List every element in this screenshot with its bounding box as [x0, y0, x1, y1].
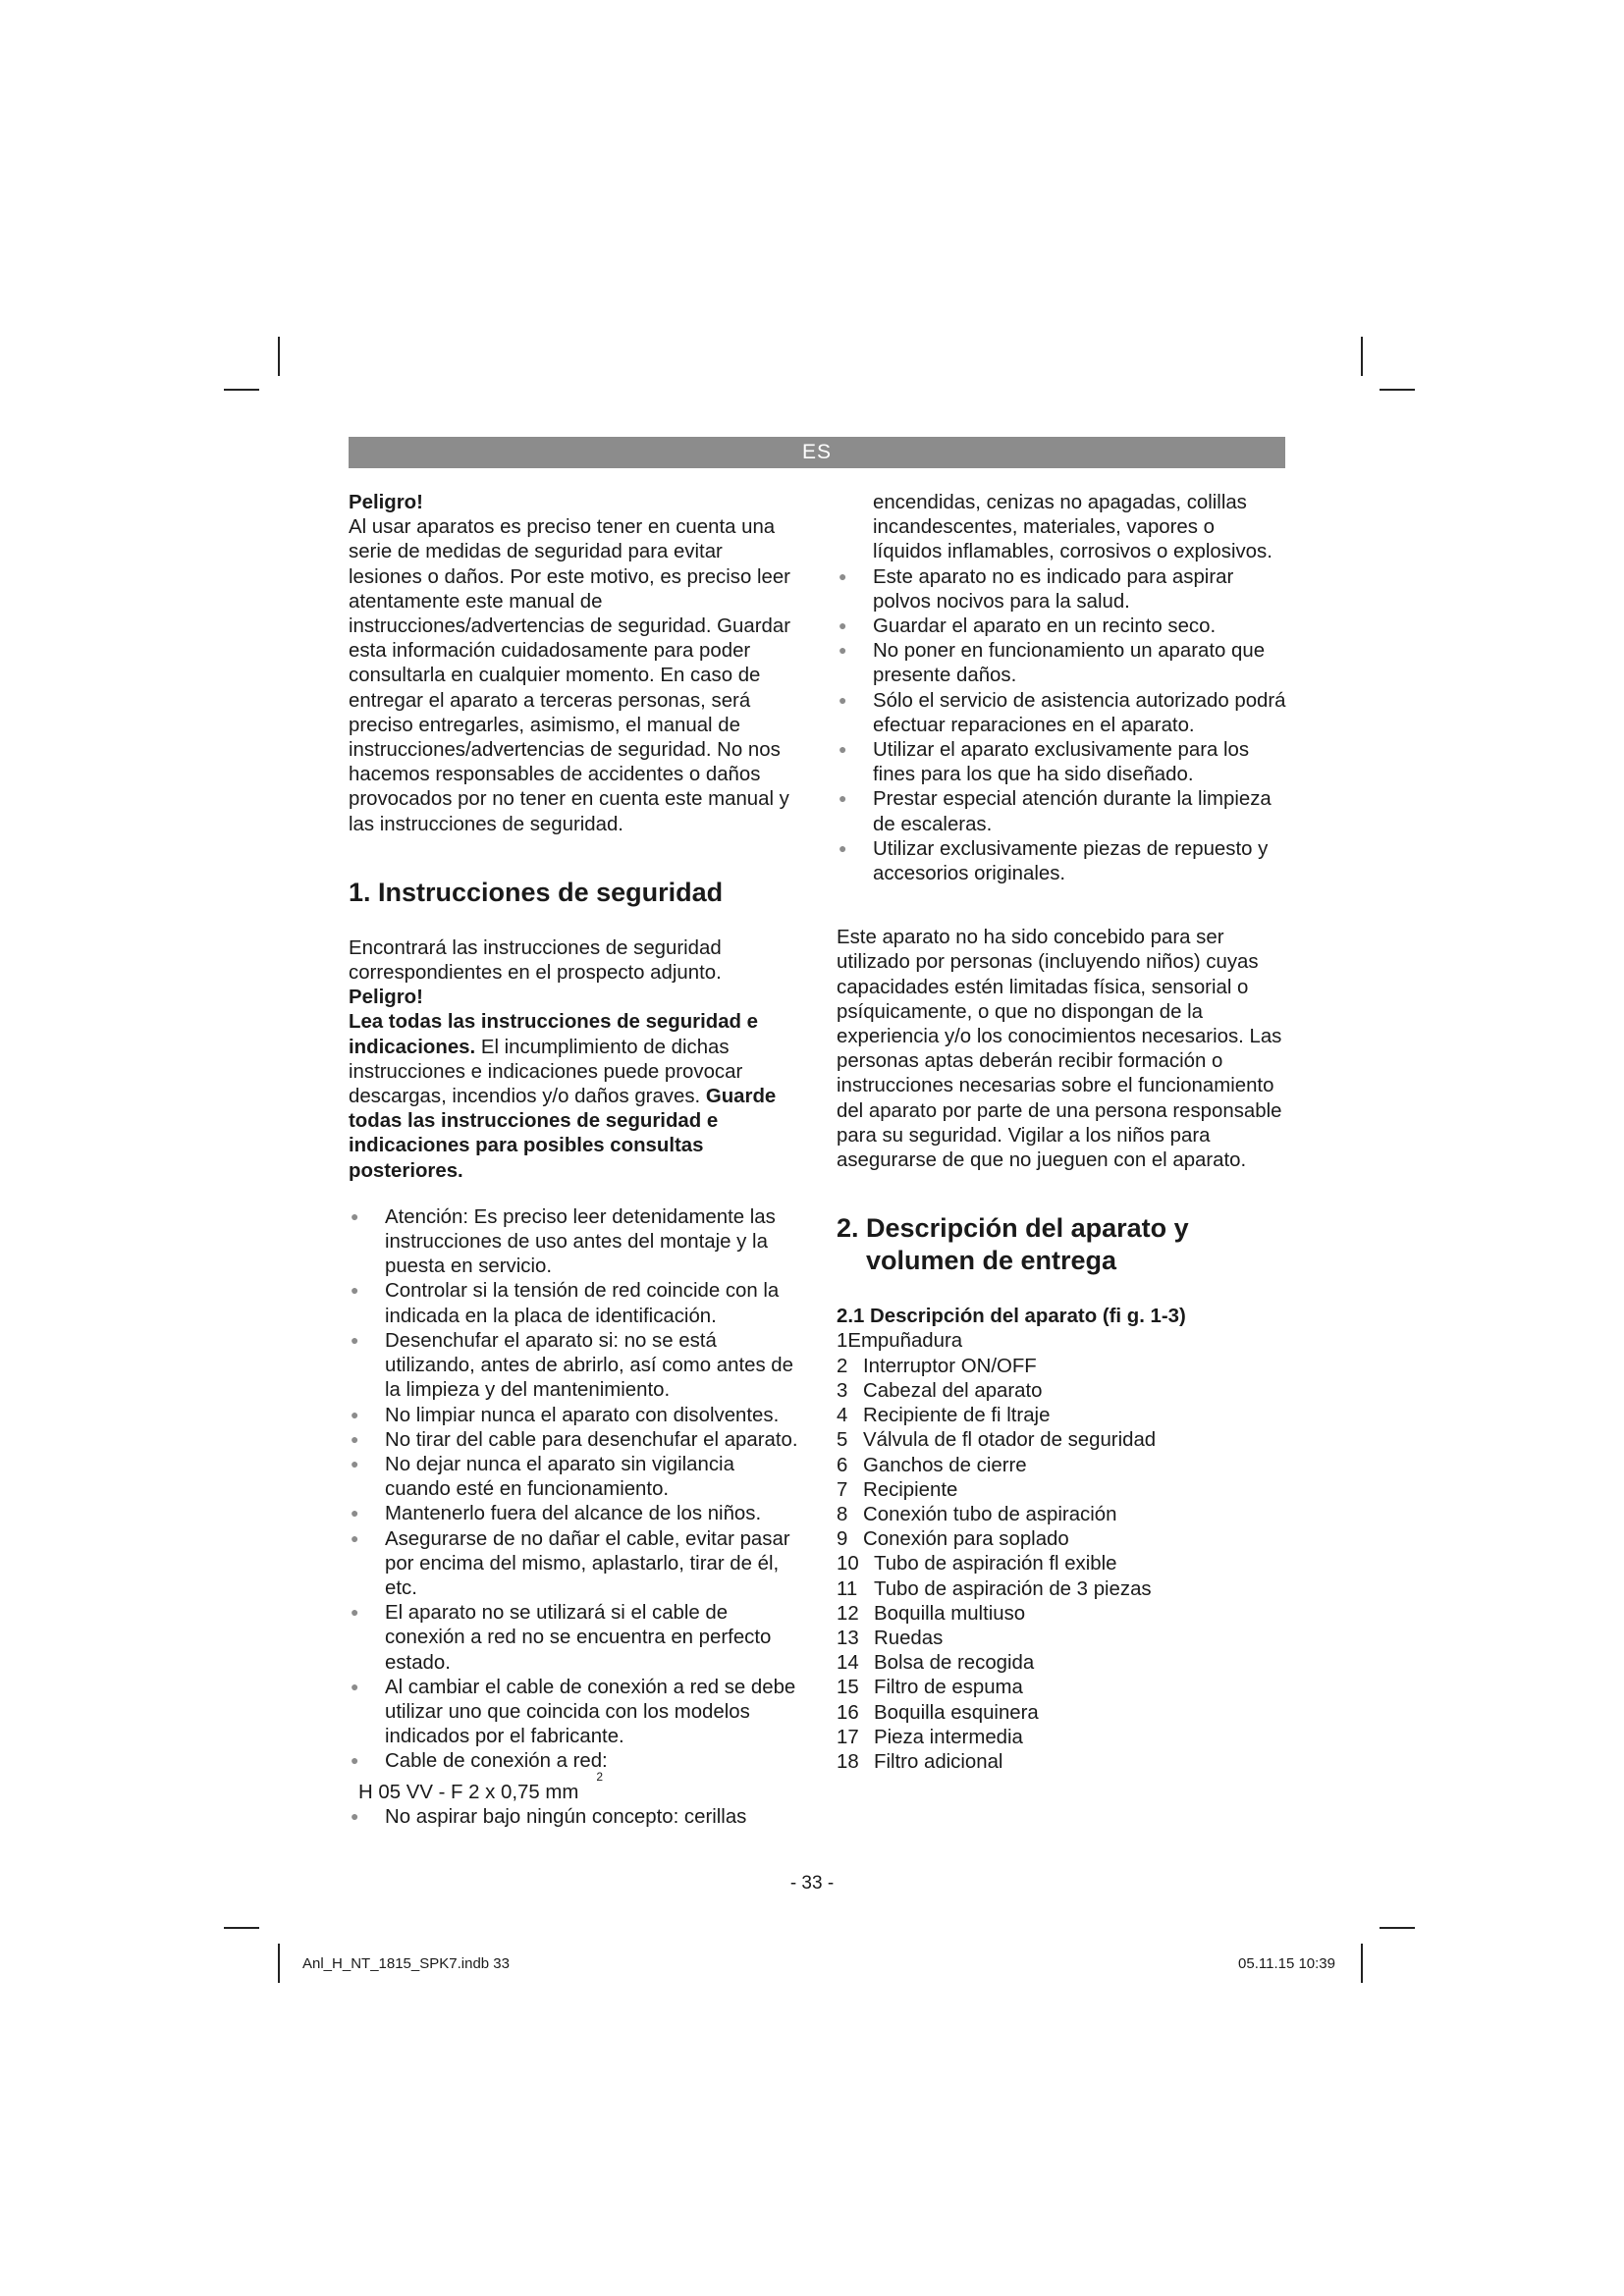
safety-list-continued	[349, 1805, 800, 1830]
section-1-intro: Encontrará las instrucciones de seguridad correspondientes en el prospecto adjunto.	[349, 936, 722, 985]
list-item: 4 Recipiente de fi ltraje	[837, 1405, 1051, 1427]
left-column	[349, 491, 800, 1830]
list-item: ● No limpiar nunca el aparato con disolventes.	[351, 1404, 780, 1426]
list-item: ● Utilizar exclusivamente piezas de repuesto y accesorios originales.	[839, 837, 1269, 885]
list-item: 3 Cabezal del aparato	[837, 1379, 1043, 1402]
list-item: 17 Pieza intermedia	[837, 1726, 1023, 1748]
list-item: ● El aparato no se utilizará si el cable de conexión a red no se encuentra en perfecto estado.	[351, 1602, 772, 1674]
crop-mark	[1380, 389, 1415, 391]
warning-text: El incumplimiento de dichas instrucciones e indicaciones puede provocar descargas, incendios y/o daños graves.	[349, 1036, 743, 1108]
crop-mark	[224, 1927, 259, 1929]
bullet-icon: ●	[351, 1207, 359, 1224]
warning-bold-read: Lea todas las instrucciones de seguridad e indicaciones.	[349, 1011, 759, 1058]
list-item: 18 Filtro adicional	[837, 1750, 1003, 1773]
parts-list	[837, 1355, 1288, 1775]
section-2-heading: 2. Descripción del aparato y volumen de entrega	[837, 1213, 1189, 1276]
bullet-icon: ●	[351, 1505, 359, 1522]
list-item: ● Atención: Es preciso leer detenidamente las instrucciones de uso antes del montaje y la puesta en servicio.	[351, 1205, 776, 1278]
bullet-icon: ●	[351, 1406, 359, 1422]
crop-mark	[278, 1944, 280, 1983]
bullet-icon: ●	[351, 1604, 359, 1621]
list-item: ● Este aparato no es indicado para aspirar polvos nocivos para la salud.	[839, 565, 1234, 613]
list-item: 16 Boquilla esquinera	[837, 1701, 1039, 1724]
list-item: ● Mantenerlo fuera del alcance de los niños.	[351, 1503, 762, 1525]
crop-mark	[224, 389, 259, 391]
list-item: ● Desenchufar el aparato si: no se está utilizando, antes de abrirlo, así como antes de la limpieza y del mantenimiento.	[351, 1329, 793, 1402]
list-item: ● Cable de conexión a red:	[351, 1750, 608, 1773]
bullet-icon: ●	[839, 741, 847, 758]
language-band: ES	[349, 437, 1285, 468]
danger-text: Al usar aparatos es preciso tener en cuenta una serie de medidas de seguridad para evitar lesiones o daños. Por este motivo, es preciso leer atentamente este manual de instrucciones/advertencias de seguridad. Guardar esta información cuidadosamente para poder consultarla en cualquier momento. En caso de entregar el aparato a terceras personas, será preciso entregarles, asimismo, el manual de instrucciones/advertencias de seguridad. No nos hacemos responsables de accidentes o daños provocados por no tener en cuenta este manual y las instrucciones de seguridad.	[349, 516, 790, 835]
children-paragraph: Este aparato no ha sido concebido para ser utilizado por personas (incluyendo niños) cuyas capacidades estén limitadas física, sensorial o psíquicamente, o que no dispongan de la experiencia y/o los conocimientos necesarios. Las personas aptas deberán recibir formación o instrucciones necesarias sobre el funcionamiento del aparato por parte de una persona responsable para su seguridad. Vigilar a los niños para asegurarse de que no jueguen con el aparato.	[837, 927, 1282, 1172]
list-item: ● No tirar del cable para desenchufar el aparato.	[351, 1428, 798, 1451]
subsection-heading: 2.1 Descripción del aparato (fi g. 1-3)	[837, 1306, 1186, 1328]
cable-spec: H 05 VV - F 2 x 0,75 $mm^2$	[358, 1769, 604, 1803]
bullet-icon: ●	[351, 1752, 359, 1769]
section-1-heading: 1. Instrucciones de seguridad	[349, 877, 724, 907]
parts-first: 1Empuñadura	[837, 1330, 963, 1353]
list-item: 5 Válvula de fl otador de seguridad	[837, 1429, 1157, 1452]
page-number: - 33 -	[789, 1873, 835, 1894]
list-item: ● No dejar nunca el aparato sin vigilancia cuando esté en funcionamiento.	[351, 1453, 734, 1501]
footer-timestamp: 05.11.15 10:39	[1238, 1955, 1335, 1972]
bullet-icon: ●	[351, 1807, 359, 1824]
list-item: ● Guardar el aparato en un recinto seco.	[839, 615, 1217, 638]
bullet-icon: ●	[839, 642, 847, 659]
list-item: ● Utilizar el aparato exclusivamente para los fines para los que ha sido diseñado.	[839, 739, 1250, 786]
list-item: 6 Ganchos de cierre	[837, 1454, 1027, 1476]
list-item: 12 Boquilla multiuso	[837, 1602, 1026, 1625]
danger-title-2: Peligro!	[349, 987, 423, 1009]
bullet-icon: ●	[839, 790, 847, 807]
bullet-icon: ●	[351, 1282, 359, 1299]
bullet-icon: ●	[839, 691, 847, 708]
list-item: ● Prestar especial atención durante la limpieza de escaleras.	[839, 788, 1272, 835]
bullet-icon: ●	[839, 839, 847, 856]
list-item: 15 Filtro de espuma	[837, 1677, 1023, 1699]
list-item: ● Al cambiar el cable de conexión a red se debe utilizar uno que coincida con los modelos indicados por el fabricante.	[351, 1676, 796, 1748]
bullet-icon: ●	[839, 567, 847, 584]
list-item: 7 Recipiente	[837, 1478, 958, 1501]
list-item: 8 Conexión tubo de aspiración	[837, 1503, 1117, 1525]
list-item: ● Sólo el servicio de asistencia autorizado podrá efectuar reparaciones en el aparato.	[839, 689, 1286, 736]
warning-bold-keep: Guarde todas las instrucciones de seguridad e indicaciones para posibles consultas posteriores.	[349, 1086, 777, 1182]
crop-mark	[278, 337, 280, 376]
general-warning	[349, 1010, 800, 1183]
bullet-icon: ●	[839, 617, 847, 634]
list-item: 9 Conexión para soplado	[837, 1528, 1069, 1551]
list-item-continued: encendidas, cenizas no apagadas, colillas incandescentes, materiales, vapores o líquidos inflamables, corrosivos o explosivos.	[873, 492, 1272, 563]
list-item: ● Controlar si la tensión de red coincide con la indicada en la placa de identificación.	[351, 1280, 780, 1327]
right-column	[837, 491, 1288, 1775]
list-item: ● No aspirar bajo ningún concepto: cerillas	[351, 1805, 747, 1828]
danger-title: Peligro!	[349, 492, 423, 513]
footer-file-name: Anl_H_NT_1815_SPK7.indb 33	[302, 1955, 510, 1972]
bullet-icon: ●	[351, 1331, 359, 1348]
list-item: 11 Tubo de aspiración de 3 piezas	[837, 1577, 1152, 1600]
safety-list	[349, 1205, 800, 1775]
bullet-icon: ●	[351, 1678, 359, 1694]
list-item: 13 Ruedas	[837, 1627, 944, 1649]
bullet-icon: ●	[351, 1430, 359, 1447]
crop-mark	[1361, 1944, 1363, 1983]
list-item: 10 Tubo de aspiración fl exible	[837, 1553, 1117, 1575]
safety-list-right	[837, 491, 1288, 886]
list-item: 2 Interruptor ON/OFF	[837, 1355, 1037, 1377]
bullet-icon: ●	[351, 1455, 359, 1471]
crop-mark	[1361, 337, 1363, 376]
crop-mark	[1380, 1927, 1415, 1929]
bullet-icon: ●	[351, 1529, 359, 1546]
list-item: ● Asegurarse de no dañar el cable, evitar pasar por encima del mismo, aplastarlo, tirar de él, etc.	[351, 1527, 790, 1599]
list-item: ● No poner en funcionamiento un aparato que presente daños.	[839, 640, 1266, 687]
list-item: 14 Bolsa de recogida	[837, 1652, 1035, 1675]
